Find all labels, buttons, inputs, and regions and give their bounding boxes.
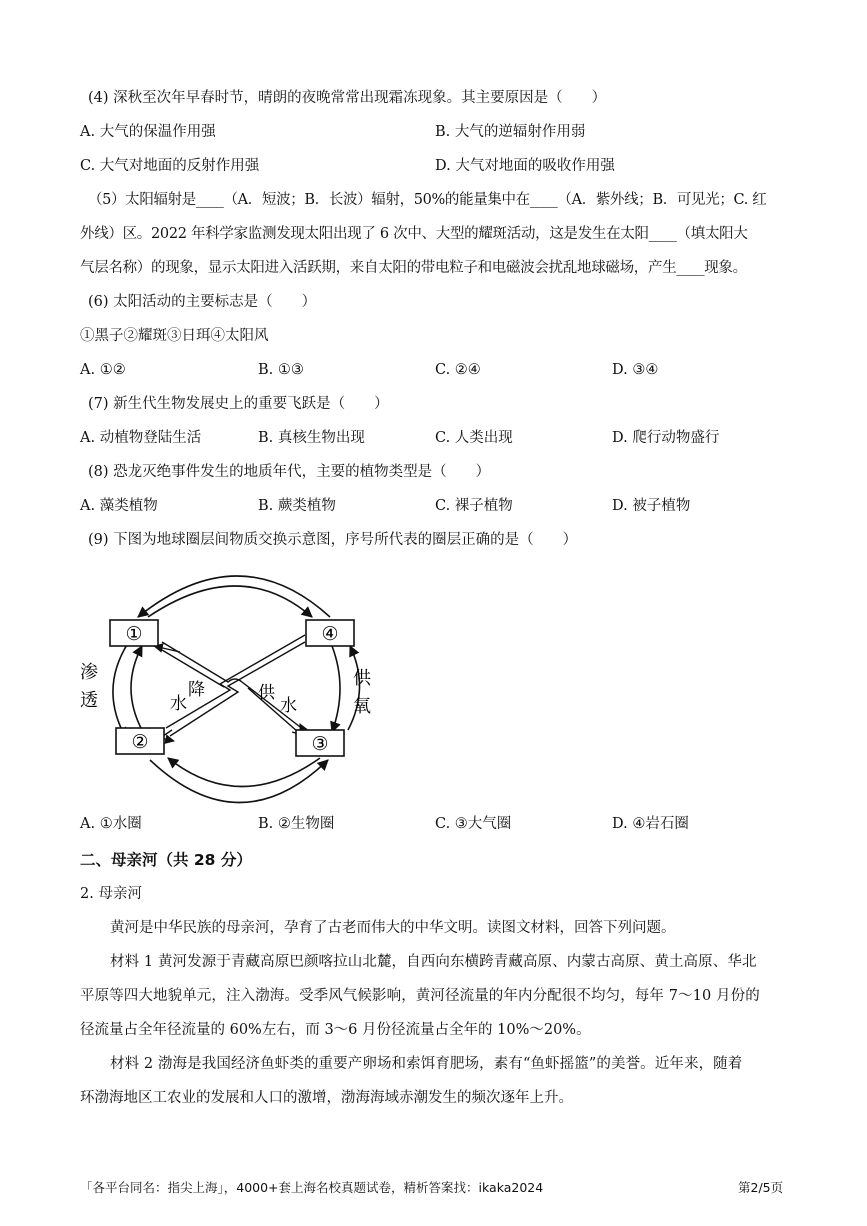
arrow-into-box1 xyxy=(154,646,180,652)
q7-option-b: B. 真核生物出现 xyxy=(258,430,365,446)
q6-items: ①黑子②耀斑③日珥④太阳风 xyxy=(80,328,269,344)
q4-option-a: A. 大气的保温作用强 xyxy=(80,124,216,140)
q6-option-d: D. ③④ xyxy=(612,362,659,378)
q6-option-a: A. ①② xyxy=(80,362,126,378)
arc-bottom-inner xyxy=(168,758,320,787)
q9-option-b: B. ②生物圈 xyxy=(258,816,335,832)
q5-line-3: 气层名称）的现象，显示太阳进入活跃期，来自太阳的带电粒子和电磁波会扰乱地球磁场，产生____现象。 xyxy=(80,260,747,276)
section-2-intro: 黄河是中华民族的母亲河，孕育了古老而伟大的中华文明。读图文材料，回答下列问题。 xyxy=(110,920,676,936)
q7-stem: (7) 新生代生物发展史上的重要飞跃是（ ） xyxy=(88,396,389,412)
q9-option-c: C. ③大气圈 xyxy=(435,816,512,832)
cross-arrow-rain xyxy=(160,635,305,741)
q2-title: 2. 母亲河 xyxy=(80,886,142,902)
label-seep-2: 透 xyxy=(80,690,98,711)
q5-line-1: （5）太阳辐射是____（A．短波；B．长波）辐射，50%的能量集中在____（A．紫外线；B．可见光；C. 红 xyxy=(88,192,767,208)
q6-option-c: C. ②④ xyxy=(435,362,481,378)
q7-option-c: C. 人类出现 xyxy=(435,430,513,446)
q8-option-b: B. 蕨类植物 xyxy=(258,498,336,514)
label-rain-1: 水 xyxy=(170,694,187,714)
box-2-label: ② xyxy=(131,731,149,753)
q8-stem: (8) 恐龙灭绝事件发生的地质年代，主要的植物类型是（ ） xyxy=(88,464,491,480)
label-supply-1: 供 xyxy=(258,683,275,703)
arc-left-outer xyxy=(113,640,130,738)
arc-top-outer xyxy=(138,576,330,617)
q7-option-a: A. 动植物登陆生活 xyxy=(80,430,202,446)
arc-right-inner xyxy=(332,646,340,732)
box-4-label: ④ xyxy=(321,623,339,645)
arc-left-inner xyxy=(131,646,142,730)
q4-option-c: C. 大气对地面的反射作用强 xyxy=(80,158,260,174)
q7-option-d: D. 爬行动物盛行 xyxy=(612,430,720,446)
material-1-line-1: 材料 1 黄河发源于青藏高原巴颜喀拉山北麓，自西向东横跨青藏高原、内蒙古高原、黄土高原、华北 xyxy=(110,954,757,970)
footer-promo: 「各平台同名：指尖上海」，4000+套上海名校真题试卷，精析答案找：ikaka2024 xyxy=(80,1180,544,1195)
q5-line-2: 外线）区。2022 年科学家监测发现太阳出现了 6 次中、大型的耀斑活动，这是发生在太阳____（填太阳大 xyxy=(80,226,748,242)
q8-option-c: C. 裸子植物 xyxy=(435,498,513,514)
material-1-line-2: 平原等四大地貌单元，注入渤海。受季风气候影响，黄河径流量的年内分配很不均匀，每年 7～10 月份的 xyxy=(80,988,760,1004)
arc-top-inner xyxy=(148,586,312,617)
q4-option-d: D. 大气对地面的吸收作用强 xyxy=(435,158,615,174)
q4-option-b: B. 大气的逆辐射作用弱 xyxy=(435,124,586,140)
label-seep-1: 渗 xyxy=(80,662,98,683)
q9-option-a: A. ①水圈 xyxy=(80,816,142,832)
q8-option-d: D. 被子植物 xyxy=(612,498,691,514)
q9-stem: (9) 下图为地球圈层间物质交换示意图，序号所代表的圈层正确的是（ ） xyxy=(88,532,578,548)
box-3-label: ③ xyxy=(311,733,329,755)
page-number: 第2/5页 xyxy=(738,1180,784,1195)
q6-stem: (6) 太阳活动的主要标志是（ ） xyxy=(88,294,317,310)
label-oxygen-1: 供 xyxy=(353,668,371,689)
label-oxygen-2: 氧 xyxy=(353,696,371,717)
box-1-label: ① xyxy=(125,623,143,645)
q8-option-a: A. 藻类植物 xyxy=(80,498,158,514)
label-rain-2: 降 xyxy=(188,680,205,700)
arc-bottom-outer xyxy=(150,760,328,803)
section-2-heading: 二、母亲河（共 28 分） xyxy=(80,851,252,869)
label-supply-2: 水 xyxy=(280,696,297,716)
q6-option-b: B. ①③ xyxy=(258,362,304,378)
material-1-line-3: 径流量占全年径流量的 60%左右，而 3～6 月份径流量占全年的 10%～20%。 xyxy=(80,1022,591,1038)
material-2-line-1: 材料 2 渤海是我国经济鱼虾类的重要产卵场和索饵育肥场，素有“鱼虾摇篮”的美誉。近年来，随着 xyxy=(110,1056,743,1072)
q9-option-d: D. ④岩石圈 xyxy=(612,816,689,832)
sphere-exchange-diagram xyxy=(80,560,380,805)
material-2-line-2: 环渤海地区工农业的发展和人口的激增，渤海海域赤潮发生的频次逐年上升。 xyxy=(80,1090,573,1106)
q4-stem: (4) 深秋至次年早春时节，晴朗的夜晚常常出现霜冻现象。其主要原因是（ ） xyxy=(88,90,607,106)
